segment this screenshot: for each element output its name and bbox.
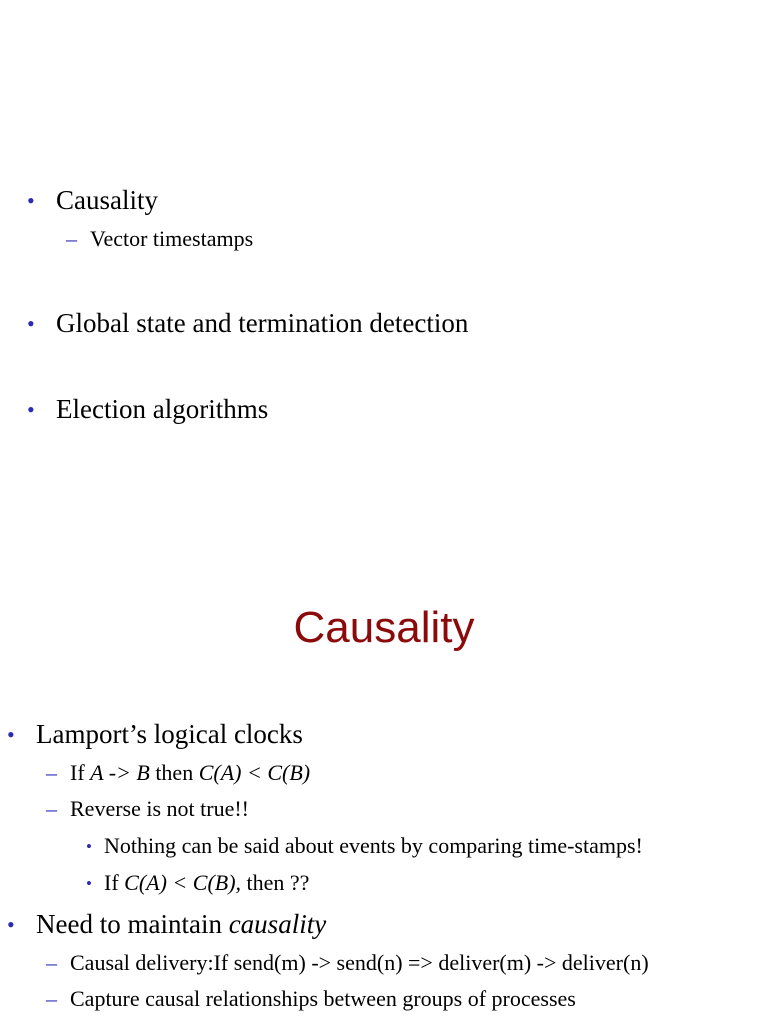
italic-expression: C(A) < C(B), xyxy=(124,870,242,895)
sub-item-text: Capture causal relationships between groups of processes xyxy=(70,986,576,1011)
bullet-icon: • xyxy=(27,397,35,422)
dash-icon: – xyxy=(46,986,57,1011)
dash-icon: – xyxy=(46,796,57,821)
text-part: If xyxy=(104,870,125,895)
sub-item-text: Vector timestamps xyxy=(90,226,254,251)
italic-expression: C(A) < C(B) xyxy=(198,760,311,785)
dash-icon: – xyxy=(66,226,77,251)
dash-icon: – xyxy=(46,760,57,785)
text-part: Need to maintain xyxy=(36,909,229,939)
text-part: then xyxy=(149,760,199,785)
bullet-icon: • xyxy=(27,311,35,336)
sub-item-text xyxy=(70,762,310,784)
sub-sub-item-text: Nothing can be said about events by comparing time-stamps! xyxy=(104,833,643,858)
italic-word: causality xyxy=(228,909,327,939)
sub-item-text: Reverse is not true!! xyxy=(70,796,249,821)
bullet-icon: • xyxy=(7,722,15,747)
sub-item-text: Causal delivery:If send(m) -> send(n) => deliver(m) -> deliver(n) xyxy=(70,950,649,975)
text-part: If xyxy=(70,760,91,785)
bullet-text: Global state and termination detection xyxy=(56,308,469,338)
text-part: then ?? xyxy=(241,870,310,895)
bullet-icon: • xyxy=(86,837,92,856)
dash-icon: – xyxy=(46,950,57,975)
bullet-text: Election algorithms xyxy=(56,394,269,424)
italic-expression: A -> B xyxy=(90,760,150,785)
bullet-text: Lamport’s logical clocks xyxy=(36,719,303,749)
bullet-icon: • xyxy=(27,188,35,213)
sub-sub-item-text xyxy=(104,872,309,894)
bullet-icon: • xyxy=(7,912,15,937)
bullet-icon: • xyxy=(86,874,92,893)
bullet-text: Causality xyxy=(56,185,158,215)
bullet-text xyxy=(36,911,326,938)
slide-title: Causality xyxy=(293,603,475,652)
